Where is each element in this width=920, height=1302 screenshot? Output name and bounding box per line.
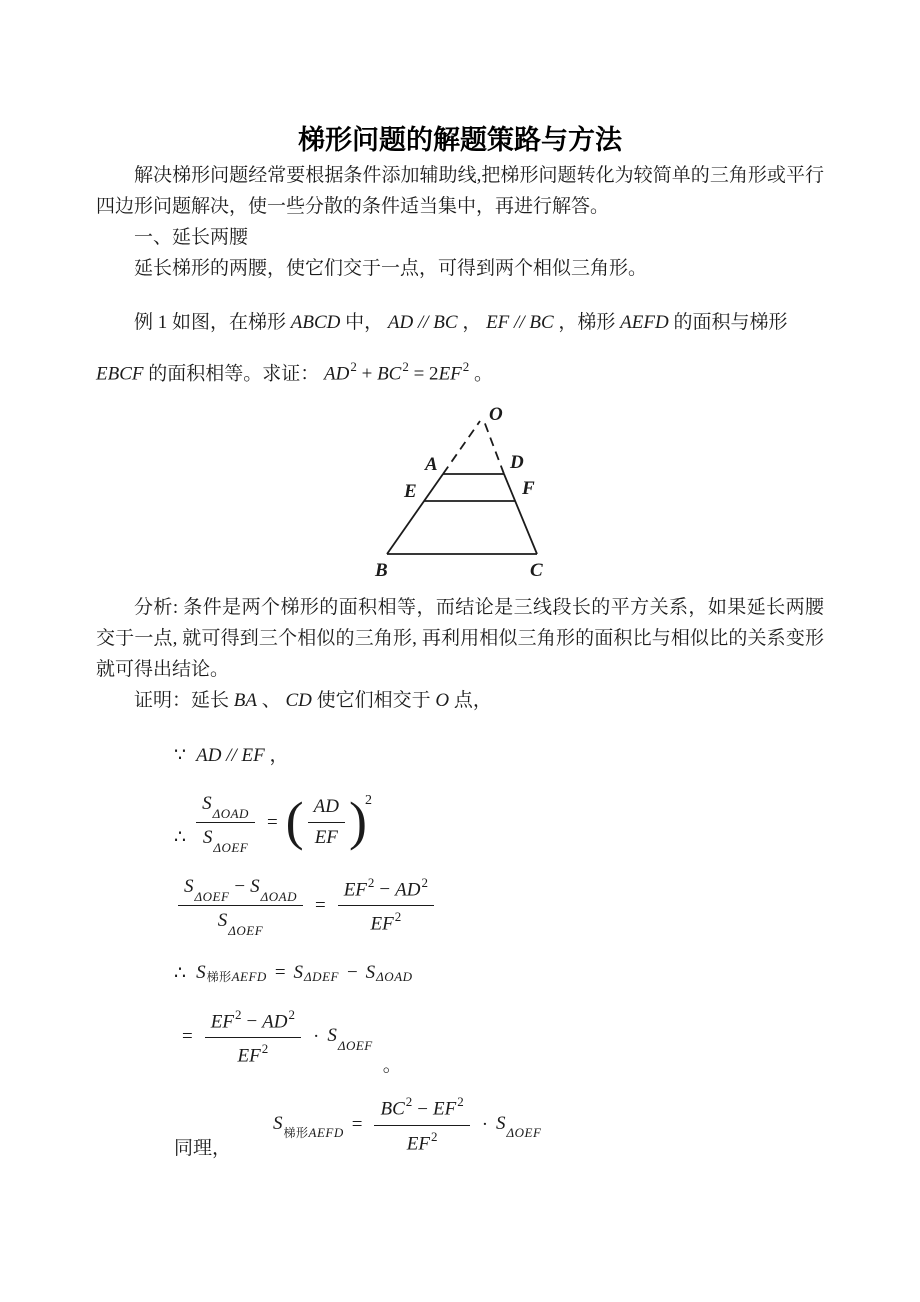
label-B: B <box>375 560 388 582</box>
label-F: F <box>522 478 535 500</box>
label-O: O <box>489 404 503 426</box>
example-1-line-1: 例 1 如图，在梯形 ABCD 中， AD // BC ， EF // BC ，梯形 AEFD 的面积与梯形 <box>134 312 788 333</box>
fraction-S-ratio: $\frac{S_{\Delta OAD}}{S_{\Delta OEF}}$ <box>196 793 255 852</box>
fraction-EF2-AD2-over-EF2: $\frac{EF^2 - AD^2}{EF^2}$ <box>205 1008 301 1068</box>
example-1-statement <box>96 300 824 396</box>
dashed-line-AO <box>443 421 480 474</box>
section-description: 延长梯形的两腰，使它们交于一点，可得到两个相似三角形。 <box>134 258 648 279</box>
fraction-BC2-EF2: $\frac{BC^2 - EF^2}{EF^2}$ <box>374 1095 469 1155</box>
formula-trapezoid-area-expanded: = $\frac{EF^2 - AD^2}{EF^2}$ · $S_{\Delta OEF}$ 。 <box>182 1006 402 1077</box>
page-title: 梯形问题的解题策路与方法 <box>298 125 622 155</box>
fraction-AD-EF: $\frac{AD}{EF}$ <box>308 796 345 849</box>
formula-trapezoid-area: ∴ S $_{梯形AEFD}$ = S $_{\Delta DEF}$ − S $_{\Delta OAD}$ <box>174 961 413 984</box>
section-heading: 一、延长两腰 <box>134 227 249 248</box>
label-C: C <box>530 560 543 582</box>
formula-similarly: 同理， $S_{梯形AEFD}$ = $\frac{BC^2 - EF^2}{EF^2}$ · $S_{\Delta OEF}$ <box>174 1094 542 1159</box>
label-A: A <box>425 454 438 476</box>
paragraph-intro: 解决梯形问题经常要根据条件添加辅助线,把梯形问题转化为较简单的三角形或平行四边形问题解决，使一些分散的条件适当集中，再进行解答。 <box>96 165 824 217</box>
example-1-line-2: EBCF 的面积相等。求证： $AD^2 + BC^2 = 2EF^2$ 。 <box>96 359 494 385</box>
fraction-EF2-AD2: $\frac{EF^2 - AD^2}{EF^2}$ <box>338 876 434 936</box>
trapezoid-figure <box>330 402 824 592</box>
label-D: D <box>510 452 524 474</box>
dashed-line-DO <box>484 421 504 474</box>
trapezoid-figure-svg <box>330 402 630 587</box>
because-line: ∵ AD // EF ， <box>174 744 289 767</box>
formula-difference-ratio: $\frac{S_{\Delta OEF} - S_{\Delta OAD}}{S_{\Delta OEF}}$ = $\frac{EF^2 - AD^2}{EF^2}$ <box>174 876 824 936</box>
fraction-S-difference: $\frac{S_{\Delta OEF} - S_{\Delta OAD}}{S_{\Delta OEF}}$ <box>178 876 303 935</box>
proof-intro-line: 证明：延长 BA 、 CD 使它们相交于 O 点， <box>134 690 492 712</box>
label-E: E <box>404 481 417 503</box>
formula-area-ratio-squared: ∴ $\frac{S_{\Delta OAD}}{S_{\Delta OEF}}$ = ( $\frac{AD}{EF}$ ) $^2$ <box>174 790 372 855</box>
paragraph-analysis: 分析: 条件是两个梯形的面积相等，而结论是三线段长的平方关系，如果延长两腰交于一点, 就可得到三个相似的三角形, 再利用相似三角形的面积比与相似比的关系变形就可得出结论。 <box>96 597 824 681</box>
